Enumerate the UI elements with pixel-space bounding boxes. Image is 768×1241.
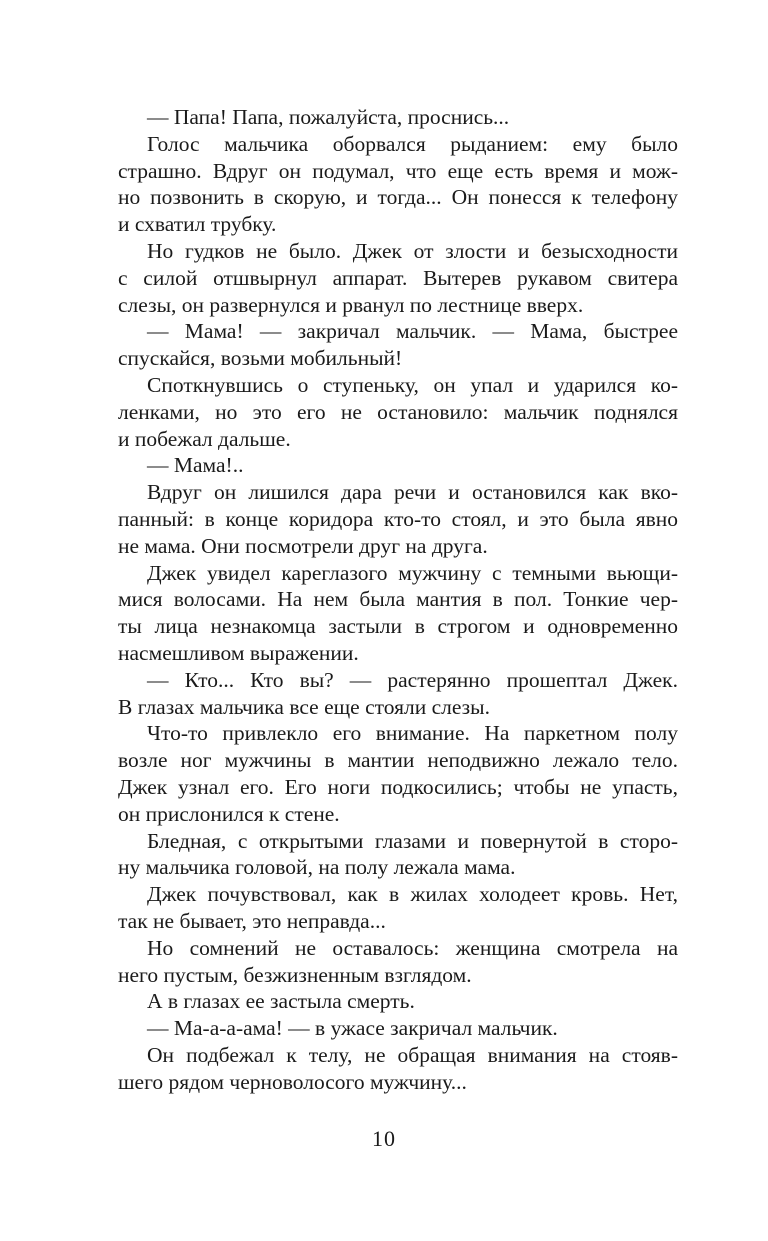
text-line: страшно. Вдруг он подумал, что еще есть время и мож-: [118, 158, 678, 183]
text-line: — Кто... Кто вы? — растерянно прошептал Джек.: [147, 667, 678, 692]
text-line: Споткнувшись о ступеньку, он упал и ударился ко-: [147, 372, 678, 397]
text-line: Джек почувствовал, как в жилах холодеет кровь. Нет,: [147, 882, 678, 907]
text-line: спускайся, возьми мобильный!: [118, 346, 403, 371]
text-line: не мама. Они посмотрели друг на друга.: [118, 533, 488, 558]
text-line: с силой отшвырнул аппарат. Вытерев рукавом свитера: [118, 265, 678, 290]
text-line: него пустым, безжизненным взглядом.: [118, 962, 472, 987]
page-number: 10: [372, 1126, 396, 1151]
text-line: — Мама!..: [147, 453, 244, 478]
text-line: А в глазах ее застыла смерть.: [147, 989, 415, 1014]
text-line: Джек узнал его. Его ноги подкосились; чтобы не упасть,: [118, 774, 678, 799]
text-line: В глазах мальчика все еще стояли слезы.: [118, 694, 490, 719]
text-line: ленками, но это его не остановило: мальчик поднялся: [118, 399, 678, 424]
text-line: и побежал дальше.: [118, 426, 291, 451]
text-line: Что-то привлекло его внимание. На паркетном полу: [147, 721, 678, 746]
body-text: [118, 104, 678, 1095]
text-line: — Ма-а-а-ама! — в ужасе закричал мальчик.: [147, 1016, 558, 1041]
text-line: Но гудков не было. Джек от злости и безысходности: [147, 238, 678, 263]
text-line: Он подбежал к телу, не обращая внимания на стояв-: [147, 1042, 678, 1067]
text-line: но позвонить в скорую, и тогда... Он понесся к телефону: [118, 185, 678, 210]
text-line: насмешливом выражении.: [118, 640, 359, 665]
text-line: мися волосами. На нем была мантия в пол. Тонкие чер-: [118, 587, 678, 612]
text-line: ты лица незнакомца застыли в строгом и одновременно: [118, 614, 678, 639]
text-line: так не бывает, это неправда...: [118, 908, 386, 933]
text-line: Вдруг он лишился дара речи и остановился как вко-: [147, 480, 678, 505]
text-line: он прислонился к стене.: [118, 801, 340, 826]
text-line: и схватил трубку.: [118, 212, 277, 237]
text-line: Джек увидел кареглазого мужчину с темными вьющи-: [147, 560, 678, 585]
text-line: ну мальчика головой, на полу лежала мама.: [118, 855, 516, 880]
text-line: Бледная, с открытыми глазами и повернутой в сторо-: [147, 828, 678, 853]
text-line: Голос мальчика оборвался рыданием: ему было: [147, 131, 678, 156]
text-line: — Папа! Папа, пожалуйста, проснись...: [147, 105, 510, 129]
text-line: слезы, он развернулся и рванул по лестнице вверх.: [118, 292, 584, 317]
text-line: Но сомнений не оставалось: женщина смотрела на: [147, 935, 678, 960]
text-line: шего рядом черноволосого мужчину...: [118, 1069, 467, 1094]
text-line: возле ног мужчины в мантии неподвижно лежало тело.: [118, 748, 678, 773]
text-line: — Мама! — закричал мальчик. — Мама, быстрее: [147, 319, 678, 344]
text-line: панный: в конце коридора кто-то стоял, и это была явно: [118, 506, 678, 531]
